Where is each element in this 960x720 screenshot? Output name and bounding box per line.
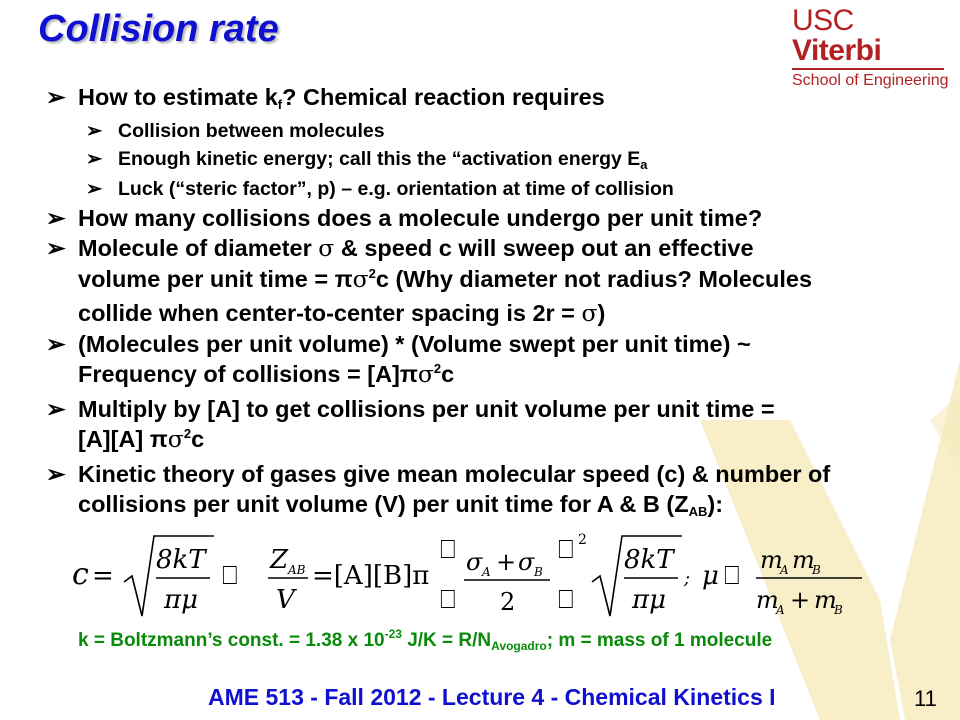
boltzmann-footnote: k = Boltzmann’s const. = 1.38 x $10^{-23}$ $J/K = R/N_{Avogadro}$; m = mass of 1 molecule: [78, 627, 773, 653]
eq-mA-denom: m: [756, 586, 779, 614]
eq-box-4: ⎕: [558, 535, 574, 565]
arrow-bullet-icon: ➢: [86, 147, 103, 170]
eq-mB: m: [792, 546, 815, 574]
arrow-bullet-icon: ➢: [86, 177, 103, 200]
eq-equals: =: [92, 561, 114, 591]
bullet-how-many: ➢ How many collisions does a molecule undergo per unit time?: [46, 203, 946, 234]
bullet-kinetic-theory: ➢ Kinetic theory of gases give mean molecular speed (c) & number of collisions per unit volume (V) per unit time for A & B (ZAB):: [46, 460, 831, 519]
eq-mB-denom-sub: B: [834, 603, 843, 617]
arrow-bullet-icon: ➢: [86, 119, 103, 142]
eq-mA-denom-sub: A: [776, 603, 785, 617]
eq-semicolon: ;: [684, 568, 691, 589]
eq-box-5: ⎕: [558, 585, 574, 615]
kinetic-theory-equation: [72, 528, 872, 628]
eq-sub-A: A: [482, 565, 491, 579]
eq-mB-sub: B: [812, 563, 821, 577]
eq-mB-denom: m: [814, 586, 837, 614]
eq-plus-denom: +: [790, 586, 811, 614]
arrow-bullet-icon: ➢: [46, 395, 66, 422]
eq-sigma-b: σ: [518, 548, 535, 576]
bullet-molecules-per-volume: ➢ (Molecules per unit volume) * (Volume swept per unit time) ~ Frequency of collisions = $[A]\pi\sigma^2c$: [46, 330, 751, 388]
subbullet-energy: ➢ Enough kinetic energy; call this the “activation energy $E_a$: [86, 145, 946, 175]
bullet-estimate-kf: ➢ How to estimate kf? Chemical reaction requires: [46, 84, 605, 112]
eq-8kT-1: 8kT: [156, 545, 206, 575]
logo-usc: USC: [792, 4, 854, 37]
eq-square: 2: [578, 532, 587, 548]
eq-box-6: ⎕: [724, 561, 740, 591]
eq-8kT-2: 8kT: [624, 545, 674, 575]
eq-pimu-2: πμ: [632, 585, 666, 615]
eq-mu: μ: [702, 561, 719, 591]
bullet-list: [46, 82, 946, 524]
eq-sigma-a: σ: [466, 548, 483, 576]
subbullet-luck: ➢ Luck (“steric factor”, p) – e.g. orientation at time of collision: [86, 175, 946, 203]
subbullet-collision: ➢ Collision between molecules: [86, 117, 946, 145]
eq-box-1: ⎕: [222, 561, 238, 591]
bullet-multiply: ➢ Multiply by [A] to get collisions per unit volume per unit time = [A][A] $\pi\sigma^2c$: [46, 395, 775, 453]
arrow-bullet-icon: ➢: [46, 460, 66, 487]
eq-c: c: [72, 557, 89, 592]
eq-Z: Z: [270, 545, 289, 575]
slide-footer: AME 513 - Fall 2012 - Lecture 4 - Chemical Kinetics I: [208, 684, 776, 710]
arrow-bullet-icon: ➢: [46, 204, 66, 231]
eq-AB-product: =[A][B]π: [312, 561, 430, 591]
logo-school: School of Engineering: [792, 72, 949, 89]
eq-box-3: ⎕: [440, 585, 456, 615]
bullet-molecule-diameter: ➢ Molecule of diameter σ & speed c will sweep out an effective volume per unit time = $\pi\sigma^2c$ (Why diameter not radius? Molecules collide when center-to-center spacing is 2r = σ): [46, 234, 813, 327]
eq-mA: m: [760, 546, 783, 574]
logo-divider: [792, 68, 944, 70]
eq-pimu-1: πμ: [164, 585, 198, 615]
usc-viterbi-logo: [792, 4, 950, 89]
arrow-bullet-icon: ➢: [46, 330, 66, 357]
eq-AB-sub: AB: [288, 563, 306, 577]
slide-title: Collision rate: [38, 8, 279, 50]
eq-V: V: [276, 585, 295, 615]
eq-two: 2: [500, 588, 516, 616]
eq-plus: +: [496, 548, 517, 576]
eq-sub-B: B: [534, 565, 543, 579]
eq-box-2: ⎕: [440, 535, 456, 565]
arrow-bullet-icon: ➢: [46, 84, 66, 110]
page-number: 11: [914, 686, 937, 711]
eq-mA-sub: A: [780, 563, 789, 577]
logo-viterbi: Viterbi: [792, 34, 882, 67]
arrow-bullet-icon: ➢: [46, 235, 66, 261]
